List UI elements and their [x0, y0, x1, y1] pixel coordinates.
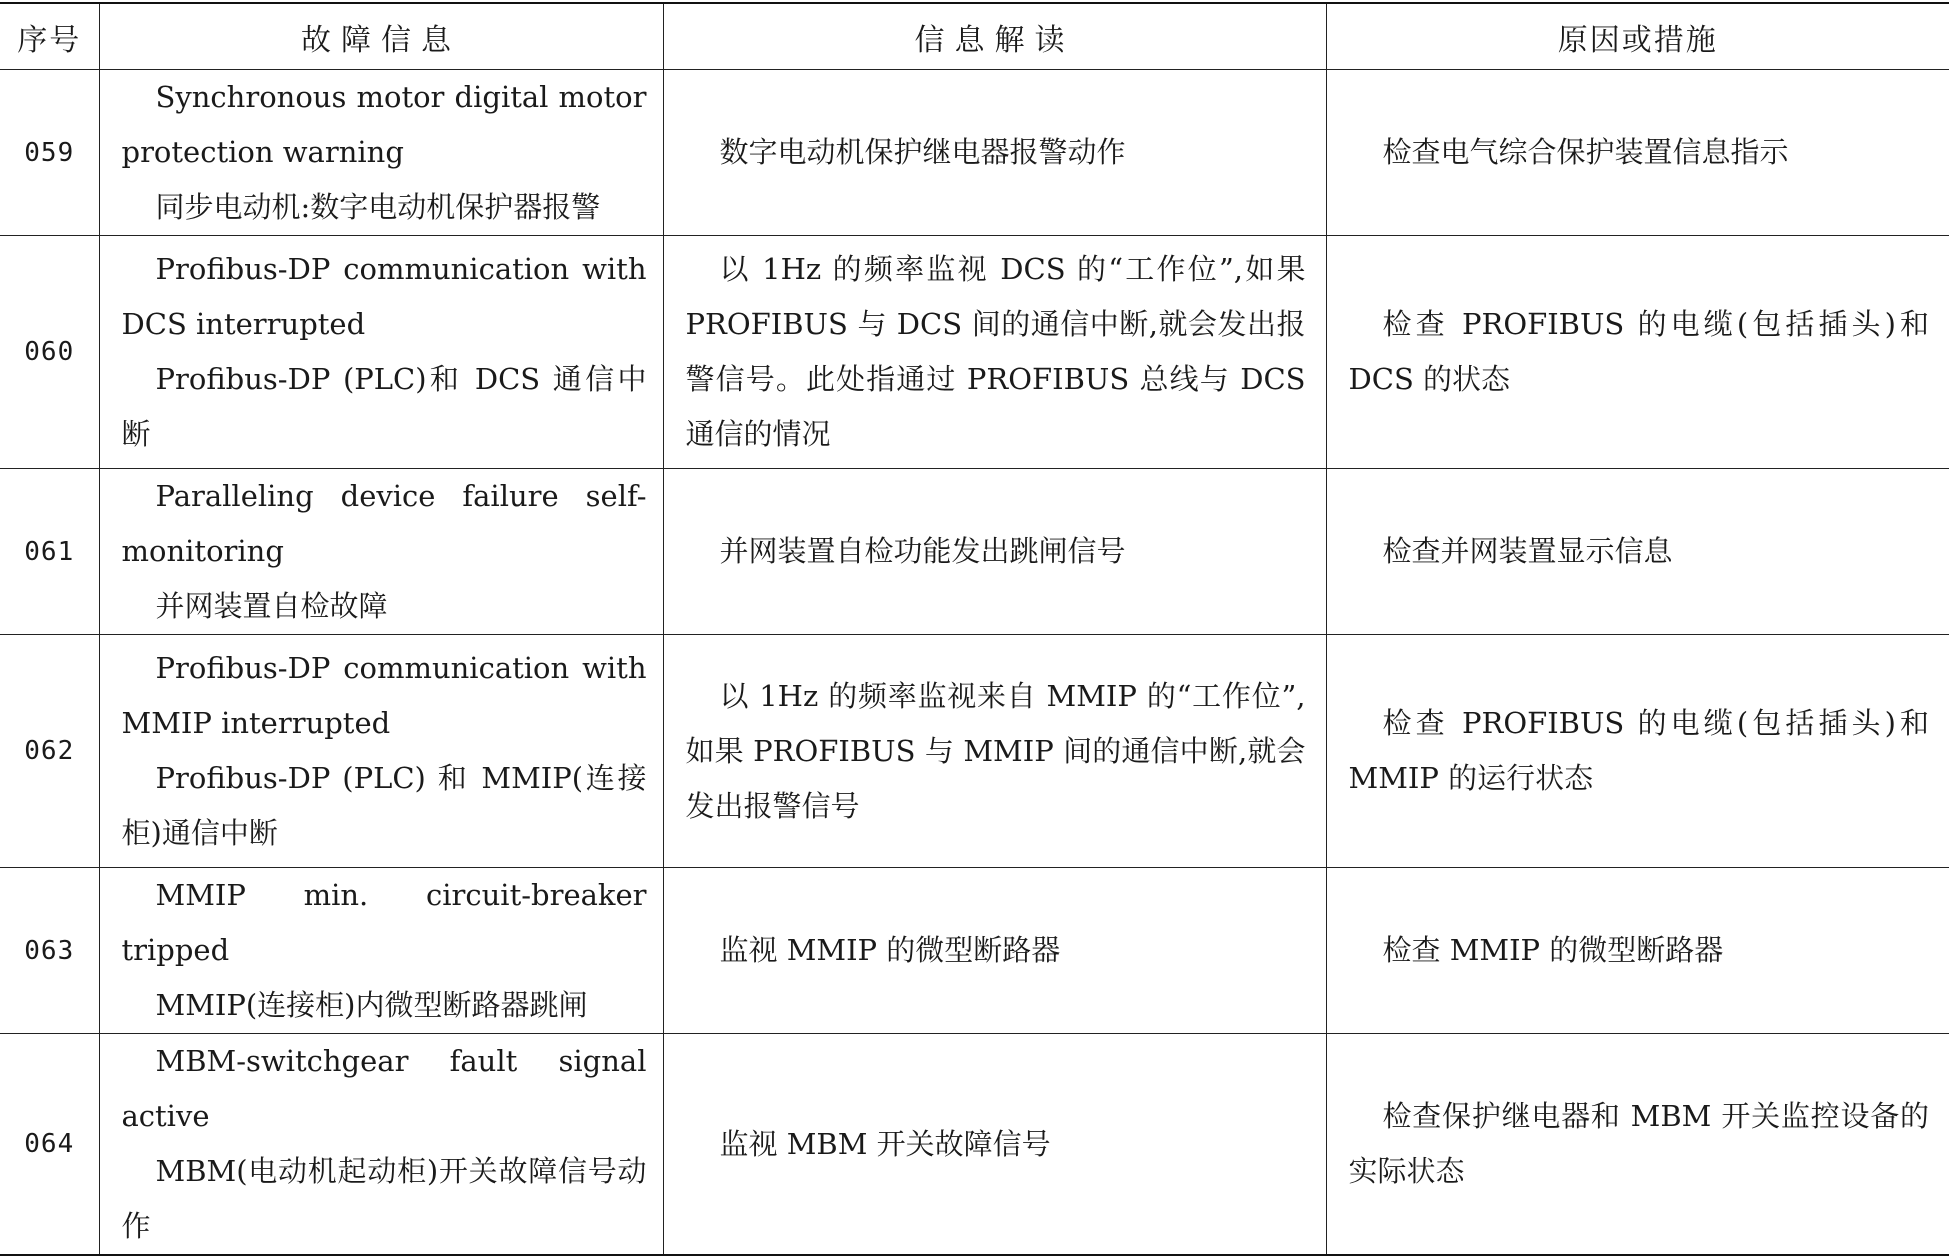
header-cause-measure: 原因或措施: [1326, 3, 1949, 70]
info-reading: 以 1Hz 的频率监视 DCS 的“工作位”,如果 PROFIBUS 与 DCS 间的通信中断,就会发出报警信号。此处指通过 PROFIBUS 总线与 DCS 通信的情况: [685, 252, 1306, 451]
info-reading: 并网装置自检功能发出跳闸信号: [719, 534, 1126, 568]
fault-info-en: MMIP min. circuit-breaker tripped: [121, 878, 647, 967]
info-reading: 以 1Hz 的频率监视来自 MMIP 的“工作位”,如果 PROFIBUS 与 MMIP 间的通信中断,就会发出报警信号: [685, 678, 1306, 823]
header-info-reading: 信息解读: [663, 3, 1326, 70]
cause-cell: [1326, 635, 1949, 868]
cause-cell: [1326, 469, 1949, 635]
info-reading: 数字电动机保护继电器报警动作: [719, 135, 1126, 169]
cause-cell: [1326, 868, 1949, 1034]
row-number: 063: [0, 868, 99, 1034]
header-fault-info: 故障信息: [99, 3, 663, 70]
row-number: 059: [0, 70, 99, 236]
info-reading: 监视 MBM 开关故障信号: [719, 1126, 1051, 1161]
fault-info-cell: [99, 1034, 663, 1256]
fault-info-en: Profibus-DP communication with MMIP interrupted: [121, 651, 647, 740]
cause-cell: [1326, 236, 1949, 469]
table-row: [0, 236, 1949, 469]
cause-measure: 检查 PROFIBUS 的电缆(包括插头)和 MMIP 的运行状态: [1348, 706, 1929, 795]
fault-info-cn: MMIP(连接柜)内微型断路器跳闸: [155, 988, 588, 1022]
fault-info-cn: 同步电动机:数字电动机保护器报警: [155, 190, 601, 224]
table-row: [0, 70, 1949, 236]
info-reading-cell: [663, 70, 1326, 236]
info-reading-cell: [663, 1034, 1326, 1256]
cause-measure: 检查 PROFIBUS 的电缆(包括插头)和 DCS 的状态: [1348, 307, 1929, 396]
header-no: 序号: [0, 3, 99, 70]
cause-measure: 检查电气综合保护装置信息指示: [1382, 135, 1789, 169]
fault-info-cell: [99, 236, 663, 469]
info-reading: 监视 MMIP 的微型断路器: [719, 933, 1061, 967]
row-number: 064: [0, 1034, 99, 1256]
fault-info-en: Synchronous motor digital motor protection warning: [121, 80, 647, 169]
fault-info-en: MBM-switchgear fault signal active: [121, 1044, 647, 1133]
cause-measure: 检查并网装置显示信息: [1382, 534, 1673, 568]
fault-info-cn: 并网装置自检故障: [155, 589, 388, 623]
table-row: [0, 635, 1949, 868]
fault-info-en: Paralleling device failure self-monitoring: [121, 479, 647, 568]
fault-info-cn: Profibus-DP (PLC) 和 MMIP(连接柜)通信中断: [121, 761, 647, 850]
table-row: [0, 1034, 1949, 1256]
fault-info-cell: [99, 635, 663, 868]
table-header-row: [0, 3, 1949, 70]
cause-measure: 检查保护继电器和 MBM 开关监控设备的实际状态: [1348, 1099, 1929, 1188]
info-reading-cell: [663, 236, 1326, 469]
cause-cell: [1326, 70, 1949, 236]
info-reading-cell: [663, 469, 1326, 635]
fault-info-cn: Profibus-DP (PLC)和 DCS 通信中断: [121, 362, 647, 451]
info-reading-cell: [663, 635, 1326, 868]
table-row: [0, 868, 1949, 1034]
row-number: 061: [0, 469, 99, 635]
cause-cell: [1326, 1034, 1949, 1256]
info-reading-cell: [663, 868, 1326, 1034]
fault-info-cell: [99, 469, 663, 635]
table-row: [0, 469, 1949, 635]
cause-measure: 检查 MMIP 的微型断路器: [1382, 933, 1724, 967]
fault-info-cell: [99, 70, 663, 236]
fault-table: [0, 2, 1949, 1256]
row-number: 060: [0, 236, 99, 469]
fault-info-en: Profibus-DP communication with DCS interrupted: [121, 252, 647, 341]
fault-info-cn: MBM(电动机起动柜)开关故障信号动作: [121, 1154, 647, 1243]
row-number: 062: [0, 635, 99, 868]
fault-info-cell: [99, 868, 663, 1034]
